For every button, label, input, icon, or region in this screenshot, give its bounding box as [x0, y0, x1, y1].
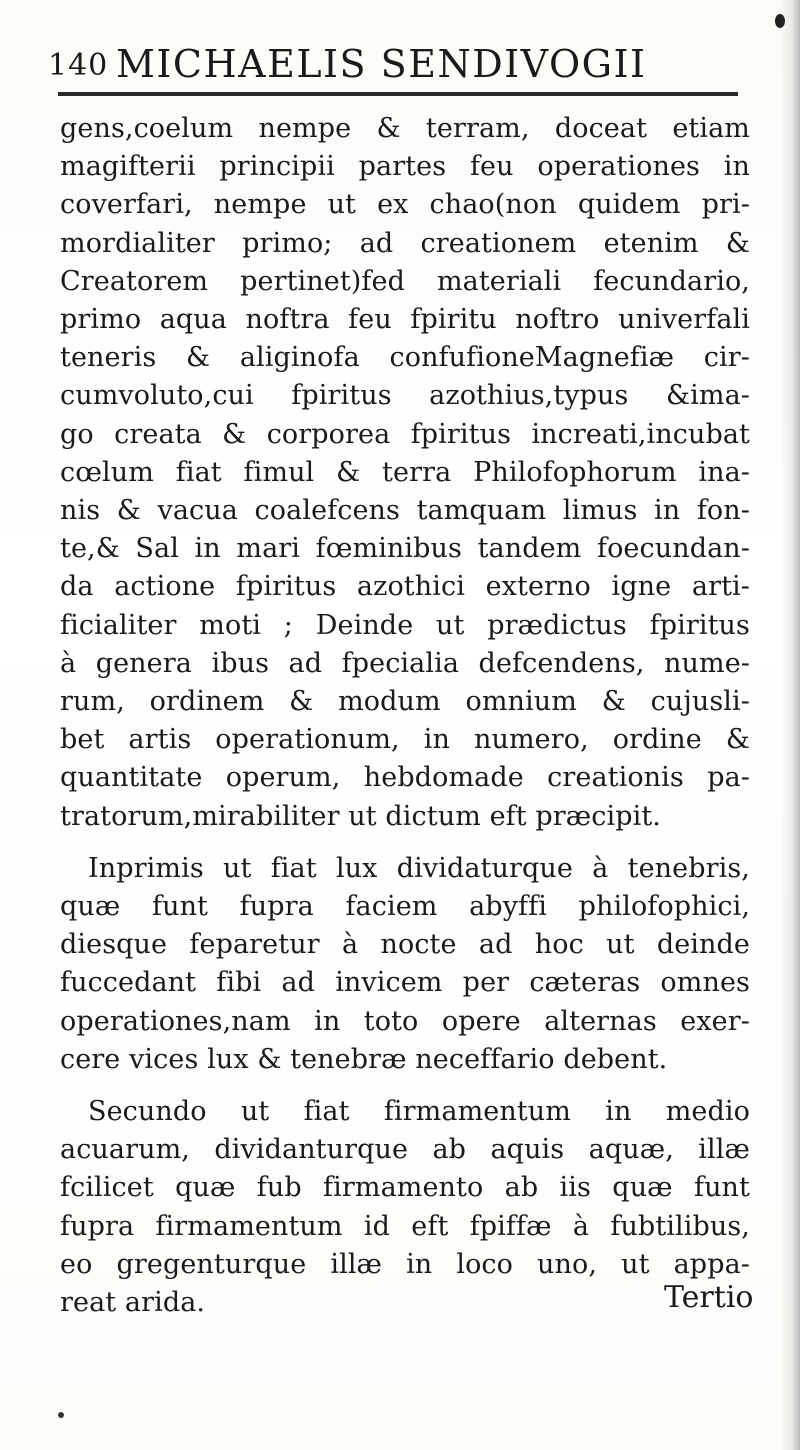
text-line: ficialiter moti ; Deinde ut prædictus fpiritus — [60, 609, 750, 641]
text-line: reat arida. — [60, 1287, 206, 1319]
text-line: primo aqua noftra feu fpiritu noftro univerfali — [60, 304, 750, 336]
page-header — [48, 42, 758, 92]
text-line: teneris & aliginofa confufioneMagnefiæ cir- — [60, 342, 750, 374]
page-number: 140 — [48, 48, 109, 83]
text-line: fupra firmamentum id eft fpiffæ à fubtilibus, — [60, 1210, 750, 1242]
text-line: operationes,nam in toto opere alternas exer- — [60, 1005, 750, 1037]
paragraph-3 — [60, 1093, 750, 1322]
scan-edge-shadow — [780, 0, 800, 1450]
text-line: go creata & corporea fpiritus increati,incubat — [60, 418, 750, 450]
text-line: magifterii principii partes feu operationes in — [60, 151, 750, 183]
text-line: gens,coelum nempe & terram, doceat etiam — [60, 113, 750, 144]
text-line: Inprimis ut fiat lux dividaturque à tenebris, — [88, 852, 750, 884]
paragraph-1 — [60, 110, 750, 836]
text-line: diesque feparetur à nocte ad hoc ut deinde — [60, 929, 750, 961]
text-line: Creatorem pertinet)fed materiali fecundario, — [60, 265, 750, 297]
text-line: eo gregenturque illæ in loco uno, ut appa- — [60, 1248, 750, 1280]
text-line: nis & vacua coalefcens tamquam limus in fon- — [60, 495, 750, 527]
text-line: quæ funt fupra faciem abyffi philofophici, — [60, 891, 750, 923]
text-line: à genera ibus ad fpecialia defcendens, nume- — [60, 647, 750, 679]
body-text — [60, 110, 750, 1322]
text-line: acuarum, dividanturque ab aquis aquæ, illæ — [60, 1134, 750, 1166]
text-line: fuccedant fibi ad invicem per cæteras omnes — [60, 967, 750, 999]
text-line: cumvoluto,cui fpiritus azothius,typus &ima- — [60, 380, 750, 412]
text-line: tratorum,mirabiliter ut dictum eft præcipit. — [60, 800, 661, 832]
catchword: Tertio — [664, 1280, 754, 1315]
paragraph-gap — [60, 1079, 750, 1093]
text-line: cere vices lux & tenebræ neceffario debent. — [60, 1043, 668, 1075]
text-line: coverfari, nempe ut ex chao(non quidem pri- — [60, 189, 750, 221]
text-line: cœlum fiat fimul & terra Philofophorum ina- — [60, 456, 750, 488]
text-line: fcilicet quæ fub firmamento ab iis quæ funt — [60, 1172, 750, 1204]
text-line: mordialiter primo; ad creationem etenim & — [60, 227, 750, 259]
text-line: bet artis operationum, in numero, ordine & — [60, 724, 750, 756]
text-line: da actione fpiritus azothici externo igne arti- — [60, 571, 750, 603]
text-line: quantitate operum, hebdomade creationis pa- — [60, 762, 750, 794]
bottom-ink-dot — [58, 1412, 64, 1418]
text-line: Secundo ut fiat firmamentum in medio — [88, 1096, 750, 1128]
running-head: MICHAELIS SENDIVOGII — [116, 42, 647, 86]
paragraph-gap — [60, 836, 750, 850]
text-line: te,& Sal in mari fœminibus tandem foecundan- — [60, 533, 750, 565]
header-rule — [58, 92, 738, 96]
paragraph-2 — [60, 850, 750, 1079]
text-line: rum, ordinem & modum omnium & cujusli- — [60, 686, 750, 718]
